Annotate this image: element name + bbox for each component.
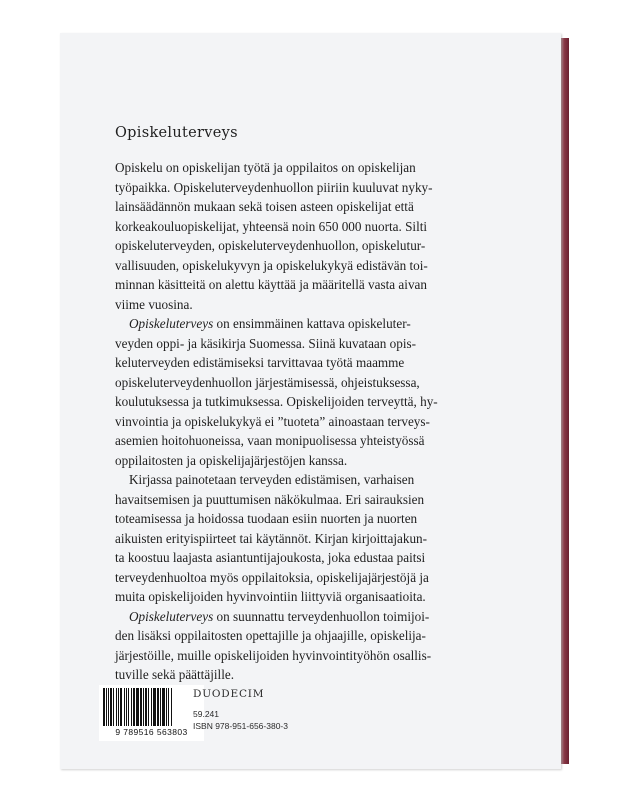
back-cover-text — [115, 125, 527, 685]
barcode-bar — [171, 688, 172, 726]
text-line: havaitsemisen ja puuttumisen näkökulmaa. Eri sairauksien — [115, 491, 425, 507]
text-line: viime vuosina. — [115, 296, 193, 312]
text-line: toteamisessa ja hoidossa tuodaan esiin nuorten ja nuorten — [115, 511, 418, 526]
text-line: terveydenhuoltoa myös oppilaitoksia, opiskelijajärjestöjä ja — [115, 569, 429, 585]
paragraph-3-text — [115, 472, 429, 604]
text-line: ta koostuu laajasta asiantuntijajoukosta, joka edustaa paitsi — [115, 550, 426, 565]
paragraph-1-text — [115, 160, 433, 312]
isbn-number: ISBN 978-951-656-380-3 — [193, 721, 288, 731]
text-line: järjestöille, muille opiskelijoiden hyvinvointityöhön osallis- — [115, 647, 432, 663]
text-line: vallisuuden, opiskelukyvyn ja opiskelukykyä edistävän toi- — [115, 257, 428, 273]
publisher-name: DUODECIM — [193, 688, 265, 700]
text-line: opiskeluterveyden, opiskeluterveydenhuollon, opiskelutur- — [115, 238, 426, 253]
paragraph-2-text — [115, 316, 438, 468]
text-line: opiskeluterveydenhuollon järjestämisessä, ohjeistuksessa, — [115, 374, 420, 390]
paragraph-1 — [115, 158, 527, 314]
text-line: aikuisten erityispiirteet tai käytännöt. Kirjan kirjoittajakun- — [115, 530, 428, 546]
text-line: muita opiskelijoiden hyvinvointiin liittyviä organisaatioita. — [115, 589, 426, 604]
text-line: oppilaitosten ja opiskelijajärjestöjen kanssa. — [115, 452, 348, 468]
text-line: Kirjassa painotetaan terveyden edistämisen, varhaisen — [129, 472, 415, 487]
paragraph-4 — [115, 607, 527, 685]
text-line: korkeakouluopiskelijat, yhteensä noin 650 000 nuorta. Silti — [115, 218, 428, 234]
book-spine-edge — [560, 38, 569, 764]
text-line: keluterveyden edistämiseksi tarvittavaa työtä maamme — [115, 355, 405, 370]
paragraph-3 — [115, 470, 527, 607]
text-line: on suunnattu terveydenhuollon toimijoi- — [213, 608, 430, 624]
text-line: koulutuksessa ja tutkimuksessa. Opiskelijoiden terveyttä, hy- — [115, 394, 438, 409]
text-line: veyden oppi- ja käsikirja Suomessa. Siinä kuvataan opis- — [115, 335, 417, 351]
paragraph-4-italic-title: Opiskeluterveys — [129, 608, 214, 624]
barcode-bars — [103, 688, 200, 726]
classification-code: 59.241 — [193, 709, 219, 719]
paragraph-2-italic-title: Opiskeluterveys — [129, 316, 214, 331]
barcode-digits: 9 789516 563803 — [115, 727, 188, 737]
barcode — [99, 685, 204, 741]
text-line: minnan käsitteitä on alettu käyttää ja määritellä vasta aivan — [115, 277, 427, 292]
book-title-heading: Opiskeluterveys — [115, 125, 238, 141]
text-line: työpaikka. Opiskeluterveydenhuollon piiriin kuuluvat nyky- — [115, 179, 433, 195]
text-line: Opiskelu on opiskelijan työtä ja oppilaitos on opiskelijan — [115, 160, 416, 175]
text-line: den lisäksi oppilaitosten opettajille ja ohjaajille, opiskelija- — [115, 628, 426, 643]
text-line: vinvointia ja opiskelukykyä ei ”tuoteta” ainoastaan terveys- — [115, 413, 430, 429]
book-back-cover — [60, 33, 561, 769]
paragraph-2 — [115, 314, 527, 470]
text-line: asemien hoitohuoneissa, vaan monipuolisessa yhteistyössä — [115, 433, 425, 448]
text-line: lainsäädännön mukaan sekä toisen asteen opiskelijat että — [115, 199, 414, 214]
text-line: tuville sekä päättäjille. — [115, 667, 235, 682]
text-line: on ensimmäinen kattava opiskeluter- — [213, 316, 411, 331]
